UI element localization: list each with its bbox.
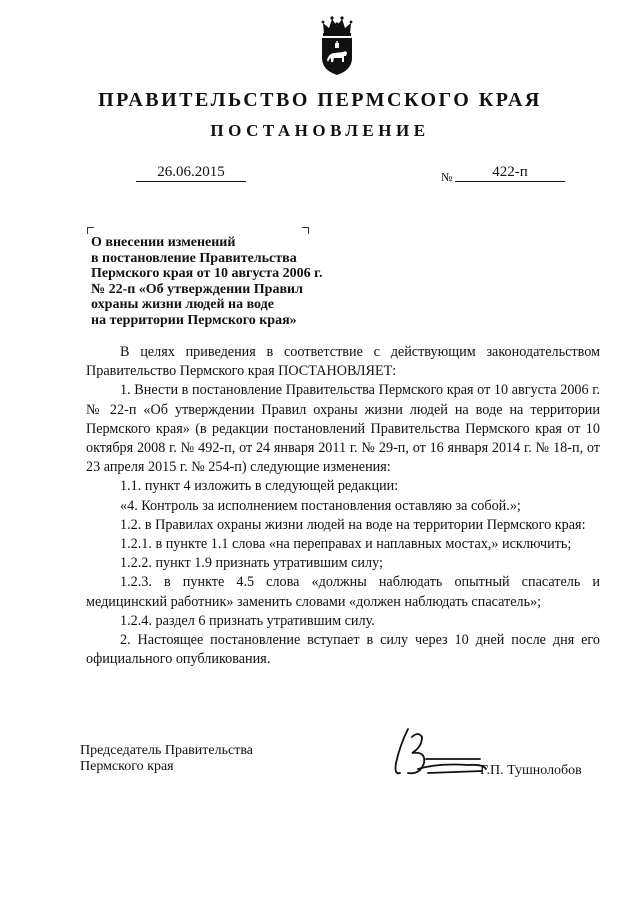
signatory-title-line: Пермского края [80,759,174,774]
document-type: ПОСТАНОВЛЕНИЕ [210,121,430,140]
corner-bracket-left [87,227,94,234]
document-body [86,343,600,669]
clause-1-1: 1.1. пункт 4 изложить в следующей редакции: [120,478,399,495]
clause-1-2-1: 1.2.1. в пункте 1.1 слова «на переправах и наплавных мостах,» исключить; [120,536,572,553]
government-title: ПРАВИТЕЛЬСТВО ПЕРМСКОГО КРАЯ [98,89,542,111]
subject-line: № 22-п «Об утверждении Правил [91,281,303,297]
clause-1-2: 1.2. в Правилах охраны жизни людей на воде на территории Пермского края: [120,516,586,533]
subject-line: охраны жизни людей на воде [91,297,274,312]
number-sign: № [441,170,453,184]
subject-line: Пермского края от 10 августа 2006 г. [91,266,323,281]
signatory-title [80,743,253,775]
signatory-title-line: Председатель Правительства [80,743,253,758]
subject-line: на территории Пермского края» [91,312,297,328]
subject-line: в постановление Правительства [91,250,297,266]
clause-1-2-2: 1.2.2. пункт 1.9 признать утратившим силу; [120,555,383,572]
clause-1-1-quote: «4. Контроль за исполнением постановления оставляю за собой.»; [120,497,521,514]
corner-bracket-right [302,227,309,234]
document-number: 422-п [455,163,565,182]
preamble: В целях приведения в соответствие с действующим законодательством Правительство Пермского края ПОСТАНОВЛЯЕТ: [86,344,600,380]
subject-line: О внесении изменений [91,235,236,250]
signer-name: Г.П. Тушнолобов [480,763,582,778]
document-date: 26.06.2015 [136,163,246,182]
clause-1-2-3: 1.2.3. в пункте 4.5 слова «должны наблюдать опытный спасатель и медицинский работник» заменить словами «должен наблюдать спасатель»; [86,574,600,610]
clause-1-2-4: 1.2.4. раздел 6 признать утратившим силу. [120,612,375,629]
clause-2: 2. Настоящее постановление вступает в силу через 10 дней после дня его официального опубликования. [86,632,600,668]
coat-of-arms-icon [318,14,356,76]
document-subject [91,235,331,328]
clause-1: 1. Внести в постановление Правительства Пермского края от 10 августа 2006 г. № 22-п «Об утверждении Правил охраны жизни людей на воде на территории Пермского края» (в редакции постановлений Правительства Пермского края от 10 октября 2008 г. № 492-п, от 24 января 2011 г. № 29-п, от 16 января 2014 г. № 18-п, от 23 апреля 2015 г. № 254-п) следующие изменения: [86,382,600,476]
